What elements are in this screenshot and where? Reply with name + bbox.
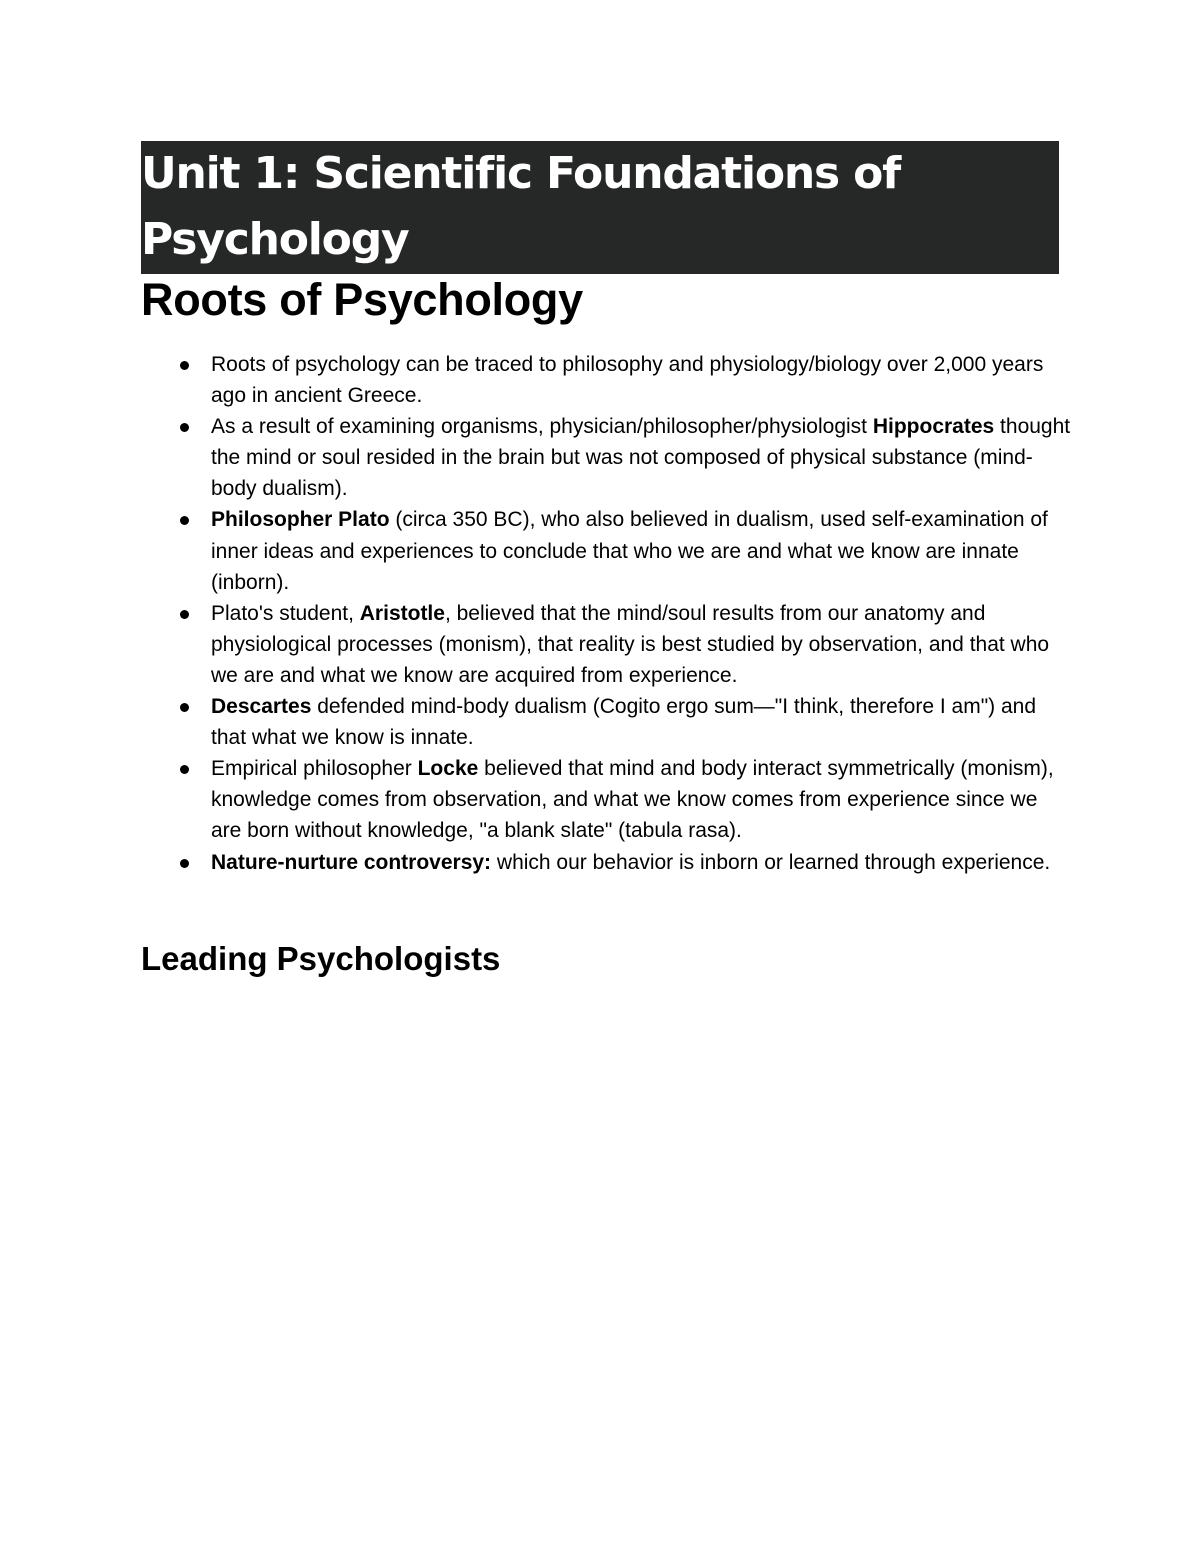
roots-bullet-list [0,349,1200,878]
bullet-dot-icon [180,610,189,619]
bullet-item [0,598,1071,691]
bullet-text [211,757,1054,842]
bullet-bold-term: Hippocrates [872,415,995,439]
bullet-text-part: (circa 350 BC), who also believed in dualism, used self-examination of inner ideas and experiences to conclude that who we are and what we know are innate (inborn). [211,508,1048,594]
bullet-bold-term: Locke [417,757,479,781]
bullet-text-part: Roots of psychology can be traced to philosophy and physiology/biology over 2,000 years ago in ancient Greece. [211,353,1044,408]
bullet-text-part: Plato's student, [211,601,360,625]
bullet-item [0,349,1071,411]
bullet-bold-term: Philosopher Plato [211,508,390,532]
bullet-text [211,602,1049,687]
bullet-text [211,353,1043,407]
bullet-text-part: thought the mind or soul resided in the brain but was not composed of physical substance (mind-body dualism). [211,415,1071,501]
bullet-dot-icon [180,703,189,712]
bullet-dot-icon [180,765,189,774]
bullet-dot-icon [180,361,189,370]
unit-title: Unit 1: Scientific Foundations of Psychology [141,148,901,265]
bullet-bold-term: Aristotle [359,601,445,625]
bullet-item [0,504,1071,597]
section-title-roots-of-psychology: Roots of Psychology [141,274,583,325]
bullet-item [0,847,1071,878]
bullet-text [211,508,1048,593]
bullet-item [0,411,1071,504]
bullet-text [211,851,1050,874]
bullet-dot-icon [180,859,189,868]
bullet-item [0,691,1071,753]
bullet-text-part: Empirical philosopher [211,757,418,781]
bullet-text-part: which our behavior is inborn or learned through experience. [491,850,1051,874]
bullet-dot-icon [180,516,189,525]
bullet-text-part: As a result of examining organisms, physician/philosopher/physiologist [211,415,873,439]
bullet-text [211,415,1070,500]
bullet-dot-icon [180,423,189,432]
bullet-text-part: believed that mind and body interact symmetrically (monism), knowledge comes from observation, and what we know comes from experience since we are born without knowledge, "a blank slate" (tabula rasa). [211,757,1054,843]
bullet-text-part: defended mind-body dualism (Cogito ergo sum—"I think, therefore I am") and that what we know is innate. [211,695,1037,750]
bullet-bold-term: Descartes [211,695,312,719]
bullet-text [211,695,1036,749]
bullet-text-part: , believed that the mind/soul results from our anatomy and physiological processes (monism), that reality is best studied by observation, and that who we are and what we know are acquired from experience. [211,601,1050,687]
section-title-leading-psychologists: Leading Psychologists [141,940,501,977]
bullet-item [0,753,1071,846]
bullet-bold-term: Nature-nurture controversy: [211,850,492,874]
